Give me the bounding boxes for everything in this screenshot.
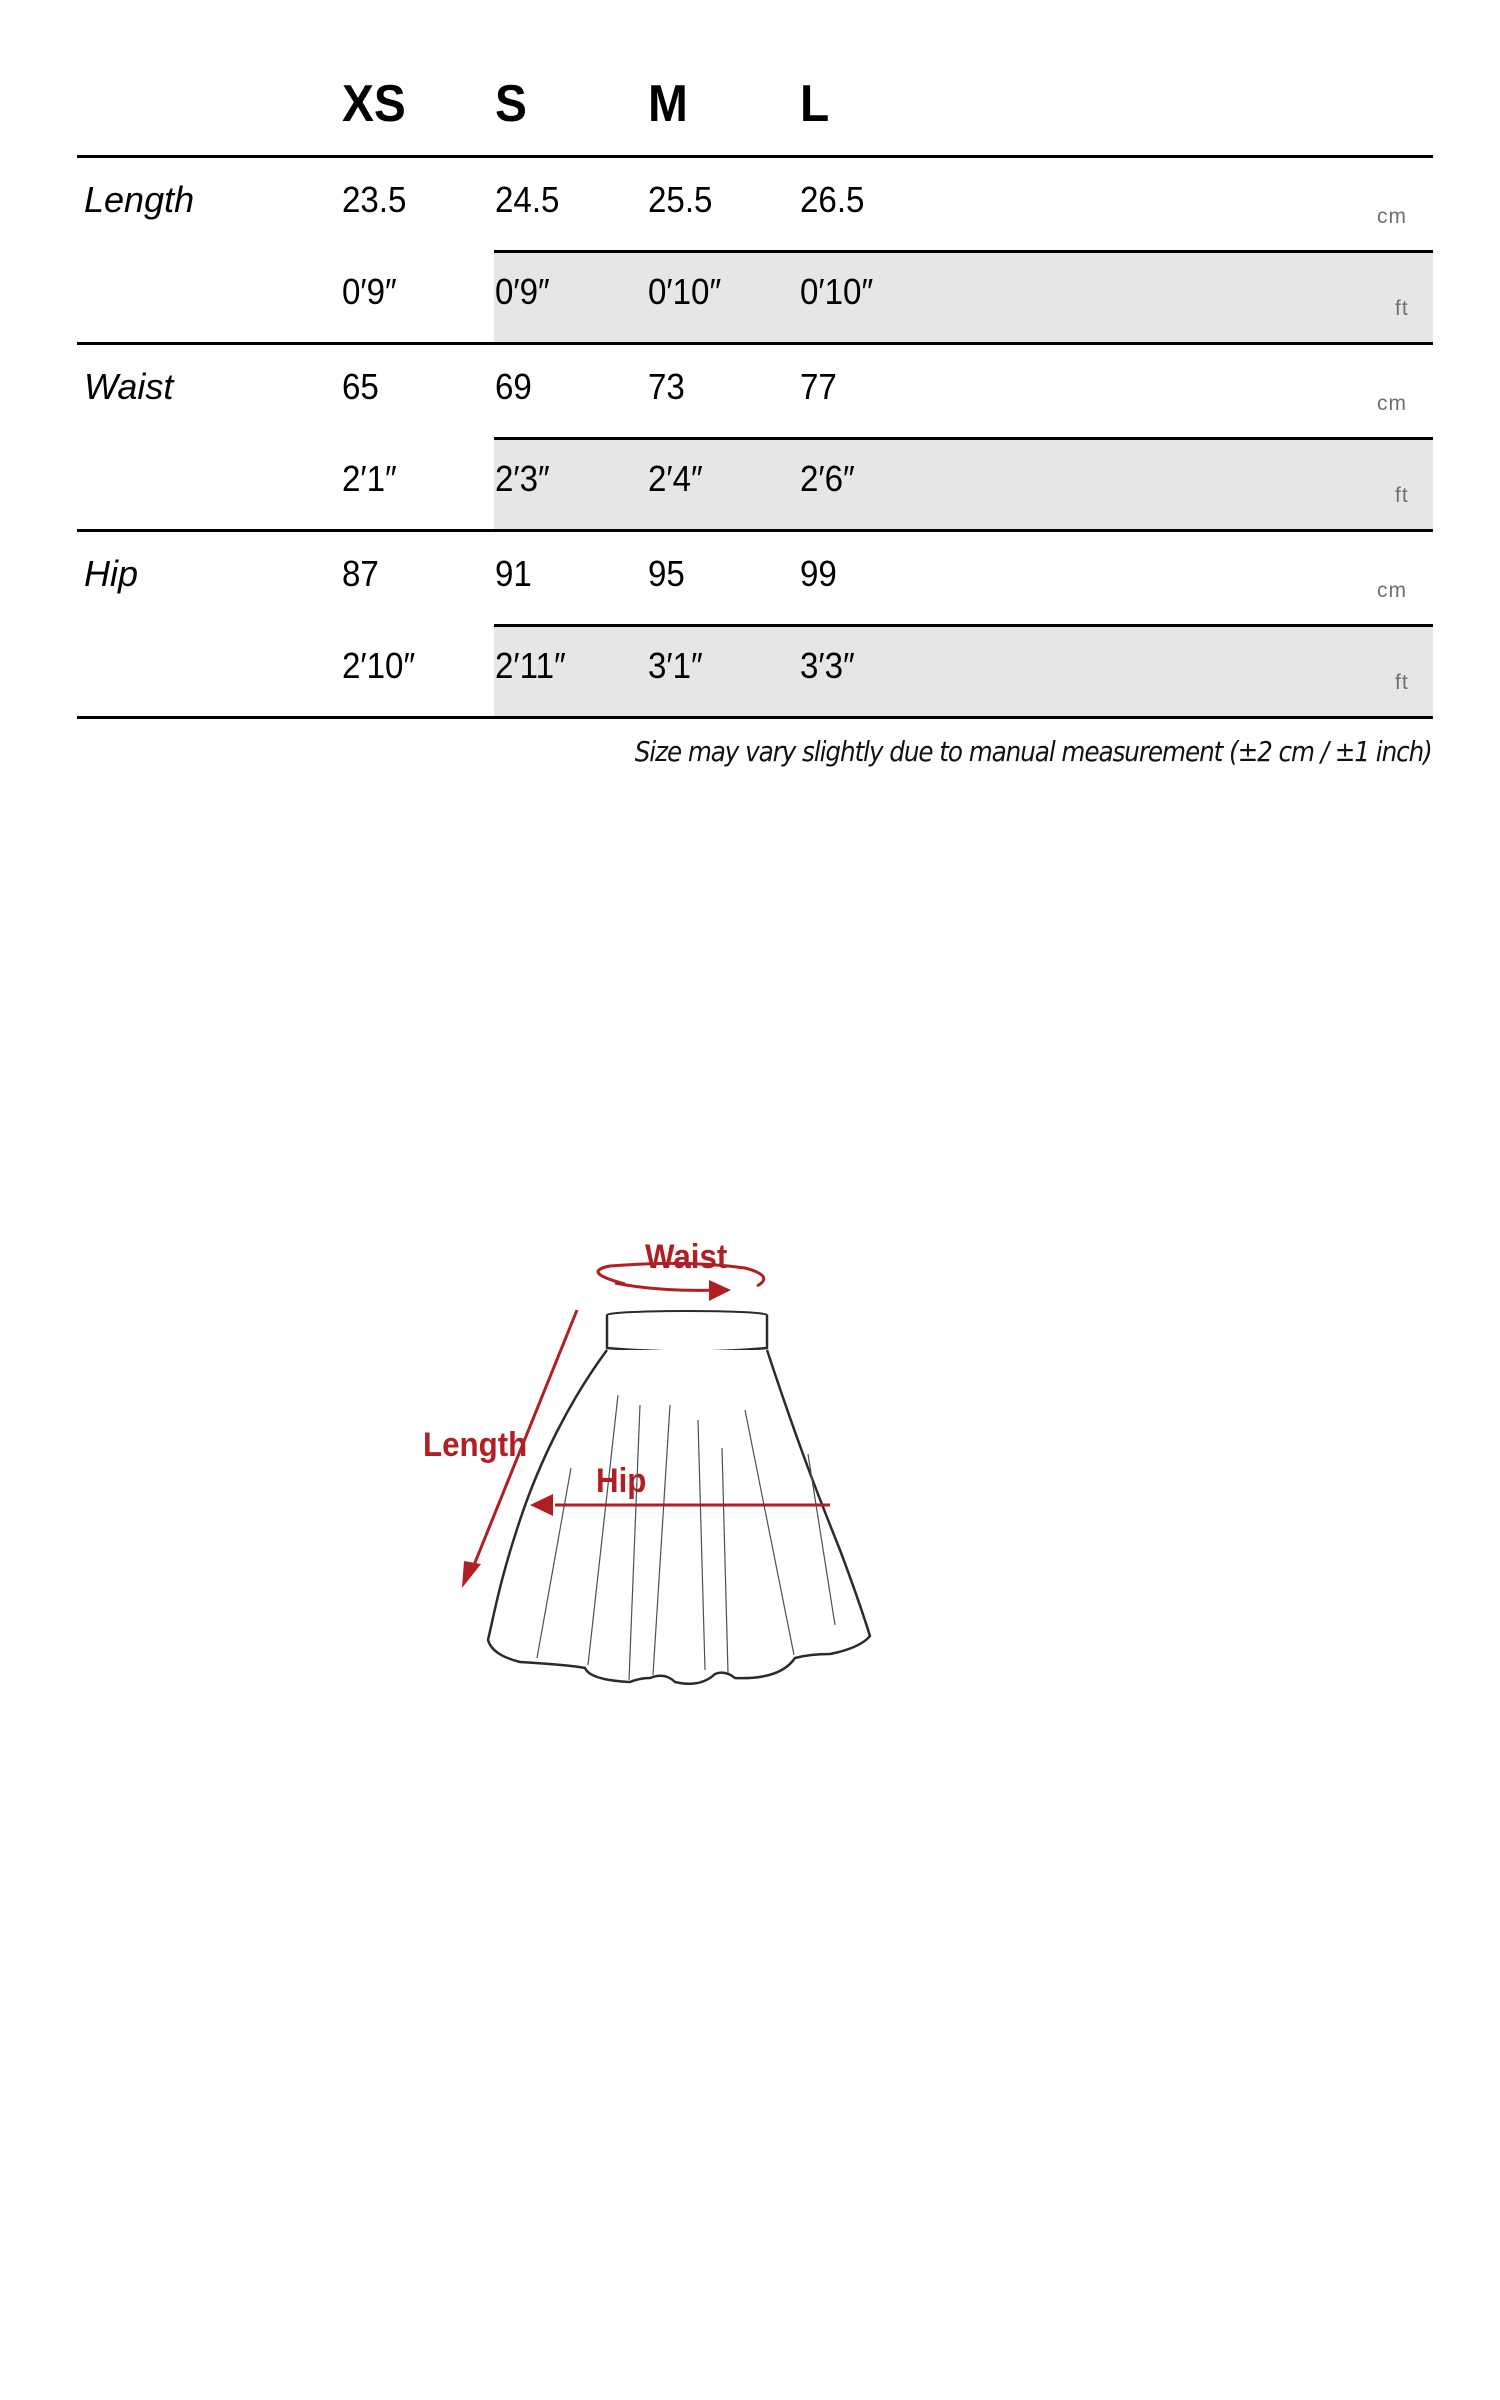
hip-ft-l: 3′3″: [800, 645, 855, 686]
skirt-illustration-icon: [400, 1200, 1050, 1780]
measure-group-length: [77, 158, 1433, 342]
measure-group-hip: [77, 532, 1433, 716]
length-ft-s: 0′9″: [495, 271, 550, 312]
length-cm-s: 24.5: [495, 179, 560, 220]
length-cm-row: [77, 158, 1433, 250]
hip-cm-m: 95: [648, 553, 685, 594]
unit-label-ft: ft: [1395, 297, 1409, 320]
size-header-xs: XS: [342, 75, 406, 133]
unit-label-ft: ft: [1395, 484, 1409, 507]
size-header-s: S: [495, 75, 527, 133]
measure-label-waist: Waist: [84, 366, 174, 407]
measurement-disclaimer: Size may vary slightly due to manual measurement (±2 cm / ±1 inch): [634, 735, 1432, 768]
length-ft-xs: 0′9″: [342, 271, 397, 312]
waist-ft-m: 2′4″: [648, 458, 703, 499]
row-shading: [494, 437, 1433, 529]
hip-cm-xs: 87: [342, 553, 379, 594]
row-shading: [494, 250, 1433, 342]
size-header-row: [77, 0, 1433, 158]
waist-cm-xs: 65: [342, 366, 379, 407]
hip-ft-s: 2′11″: [495, 645, 566, 686]
measure-group-waist: [77, 345, 1433, 529]
diagram-label-length: Length: [423, 1426, 528, 1464]
unit-label-ft: ft: [1395, 671, 1409, 694]
waist-cm-m: 73: [648, 366, 685, 407]
hip-cm-row: [77, 532, 1433, 624]
unit-label-cm: cm: [1377, 392, 1407, 415]
waist-cm-row: [77, 345, 1433, 437]
length-ft-l: 0′10″: [800, 271, 874, 312]
length-cm-m: 25.5: [648, 179, 713, 220]
measure-label-length: Length: [84, 179, 195, 220]
length-ft-row: [77, 250, 1433, 342]
skirt-measurement-diagram: [400, 1200, 1050, 1780]
diagram-label-hip: Hip: [596, 1462, 647, 1500]
waist-ft-row: [77, 437, 1433, 529]
waist-ft-xs: 2′1″: [342, 458, 397, 499]
hip-ft-m: 3′1″: [648, 645, 703, 686]
unit-label-cm: cm: [1377, 205, 1407, 228]
waist-cm-s: 69: [495, 366, 532, 407]
row-shading: [494, 624, 1433, 716]
length-cm-l: 26.5: [800, 179, 865, 220]
unit-label-cm: cm: [1377, 579, 1407, 602]
hip-ft-row: [77, 624, 1433, 716]
waist-ft-s: 2′3″: [495, 458, 550, 499]
hip-cm-l: 99: [800, 553, 837, 594]
size-header-m: M: [648, 75, 688, 133]
hip-cm-s: 91: [495, 553, 532, 594]
measure-label-hip: Hip: [84, 553, 139, 594]
size-header-l: L: [800, 75, 830, 133]
waist-ft-l: 2′6″: [800, 458, 855, 499]
group-divider: [77, 716, 1433, 719]
diagram-label-waist: Waist: [645, 1238, 728, 1276]
hip-ft-xs: 2′10″: [342, 645, 416, 686]
waist-cm-l: 77: [800, 366, 837, 407]
length-ft-m: 0′10″: [648, 271, 722, 312]
length-cm-xs: 23.5: [342, 179, 407, 220]
